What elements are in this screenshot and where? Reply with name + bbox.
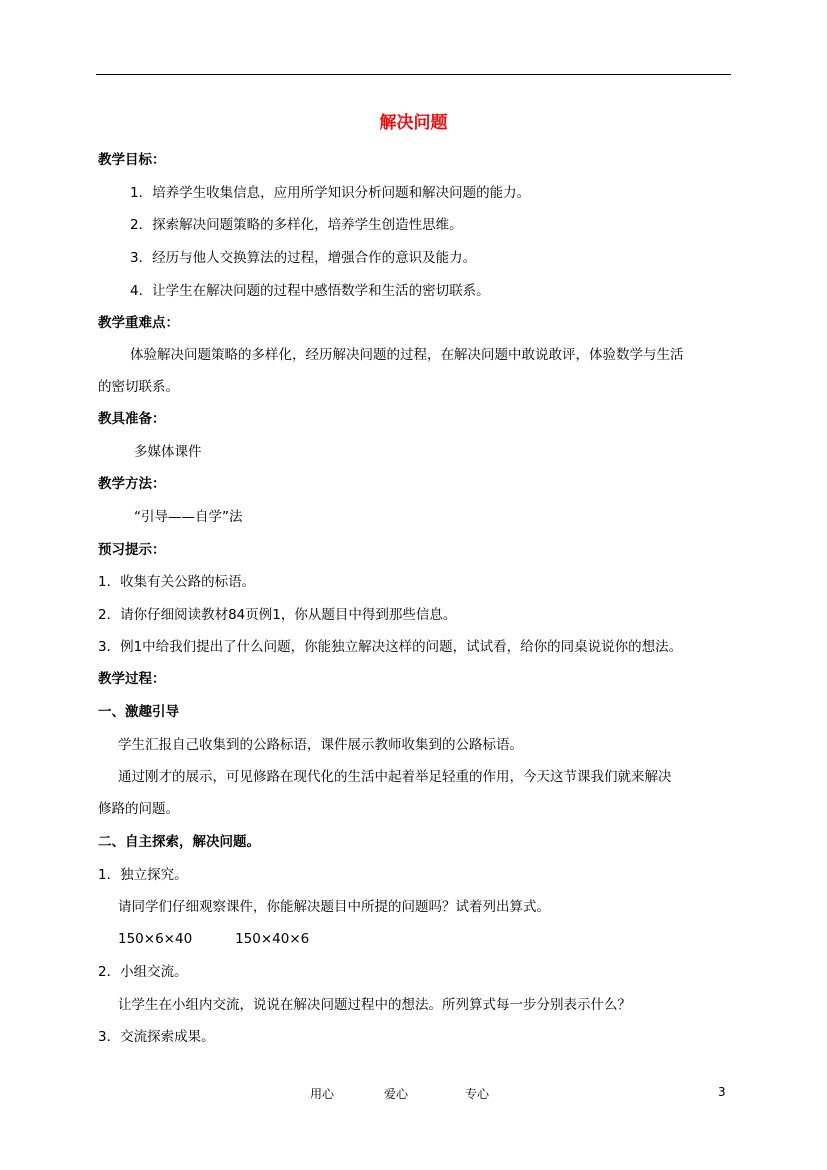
list-item: 1．收集有关公路的标语。 [98,574,256,590]
goal-item: 2．探索解决问题策略的多样化，培养学生创造性思维。 [130,217,463,233]
goal-item: 4．让学生在解决问题的过程中感悟数学和生活的密切联系。 [130,283,490,299]
paragraph-line: 让学生在小组内交流，说说在解决问题过程中的想法。所列算式每一步分别表示什么？ [118,997,631,1013]
section-heading: 二、自主探索，解决问题。 [98,834,260,850]
goal-item: 3．经历与他人交换算法的过程，增强合作的意识及能力。 [130,250,477,266]
list-item: 3．例1中给我们提出了什么问题，你能独立解决这样的问题，试试看，给你的同桌说说你的想法。 [98,639,683,655]
page-number: 3 [718,1085,726,1099]
footer-item: 专心 [465,1087,490,1101]
paragraph-line: 修路的问题。 [98,801,179,817]
paragraph-line: 通过刚才的展示，可见修路在现代化的生活中起着举足轻重的作用，今天这节课我们就来解决 [118,769,672,785]
list-item: 1．独立探究。 [98,867,188,883]
heading-teaching-goals: 教学目标： [98,152,166,168]
paragraph-line: 体验解决问题策略的多样化，经历解决问题的过程，在解决问题中敢说敢评，体验数学与生活 [130,347,684,363]
list-item: 2．请你仔细阅读教材84页例1，你从题目中得到那些信息。 [98,607,457,623]
heading-teaching-aids: 教具准备： [98,411,166,427]
paragraph-line: 的密切联系。 [98,379,179,395]
heading-teaching-process: 教学过程： [98,671,166,687]
footer-item: 爱心 [384,1087,409,1101]
document-title: 解决问题 [379,113,448,133]
heading-preview-tips: 预习提示： [98,542,166,558]
section-heading: 一、激趣引导 [98,704,179,720]
heading-key-points: 教学重难点： [98,315,179,331]
paragraph-line: 学生汇报自己收集到的公路标语，课件展示教师收集到的公路标语。 [118,737,523,753]
paragraph-line: 请同学们仔细观察课件，你能解决题目中所提的问题吗？试着列出算式。 [118,899,550,915]
paragraph-line: “引导——自学”法 [134,509,243,525]
header-rule [96,74,731,75]
footer-item: 用心 [310,1087,335,1101]
goal-item: 1．培养学生收集信息，应用所学知识分析问题和解决问题的能力。 [130,185,531,201]
list-item: 2．小组交流。 [98,964,188,980]
paragraph-line: 多媒体课件 [134,444,202,460]
list-item: 3．交流探索成果。 [98,1029,215,1045]
heading-teaching-method: 教学方法： [98,476,166,492]
formula-line: 150×6×40 150×40×6 [118,931,310,947]
